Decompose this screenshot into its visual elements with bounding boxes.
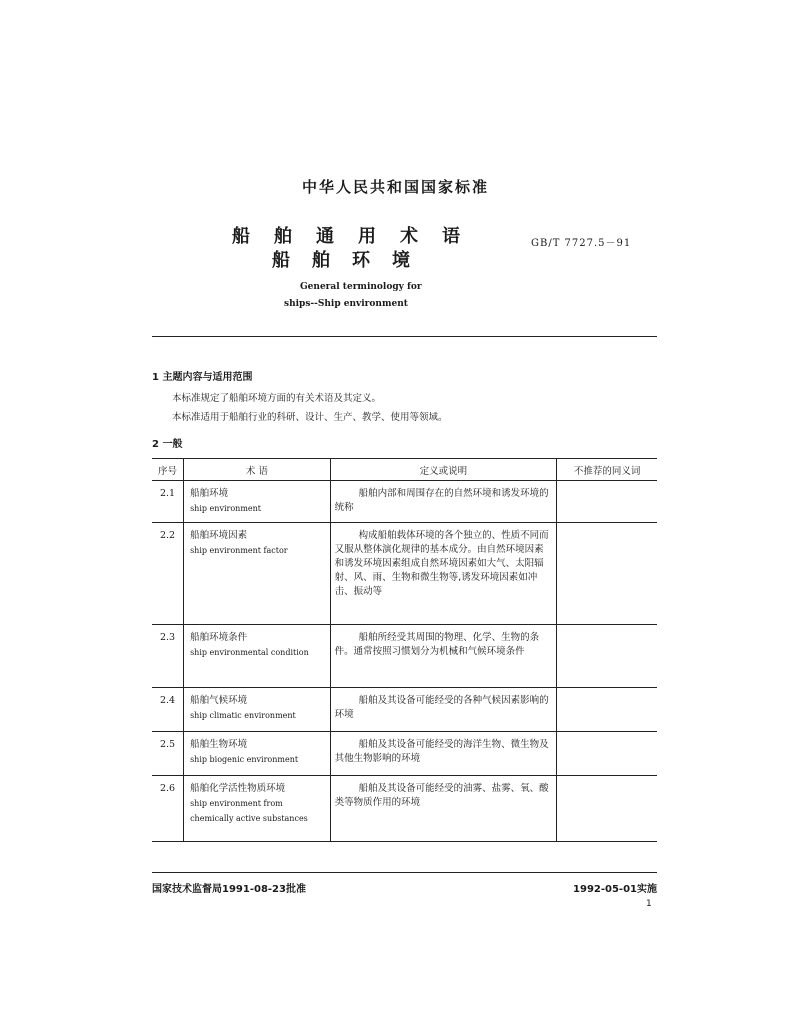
table-header-row bbox=[152, 459, 657, 481]
table-row bbox=[152, 776, 657, 842]
english-title-line2: ships--Ship environment bbox=[284, 299, 408, 309]
terms-table bbox=[152, 458, 657, 842]
row-definition bbox=[330, 688, 556, 732]
table-row bbox=[152, 732, 657, 776]
header-term: 术 语 bbox=[184, 459, 331, 481]
approval-date: 国家技术监督局1991-08-23批准 bbox=[152, 884, 306, 895]
row-no: 2.1 bbox=[152, 481, 184, 523]
header-no: 序号 bbox=[152, 459, 184, 481]
term-cn: 船舶环境 bbox=[190, 488, 229, 499]
term-en: ship climatic environment bbox=[190, 711, 296, 720]
table-row bbox=[152, 523, 657, 625]
row-no: 2.5 bbox=[152, 732, 184, 776]
header-divider bbox=[152, 336, 657, 337]
implementation-date: 1992-05-01实施 bbox=[573, 884, 657, 895]
definition-text: 构成船舶载体环境的各个独立的、性质不同而又服从整体演化规律的基本成分。由自然环境因素和诱发环境因素组成自然环境因素如大气、太阳辐射、风、雨、生物和微生物等,诱发环境因素如冲击、振动等 bbox=[334, 530, 549, 597]
term-cn: 船舶环境条件 bbox=[190, 632, 248, 643]
definition-text: 船舶及其设备可能经受的油雾、盐雾、氧、酸类等物质作用的环境 bbox=[334, 783, 549, 808]
section1-para2: 本标准适用于船舶行业的科研、设计、生产、教学、使用等领域。 bbox=[172, 412, 448, 423]
row-no: 2.6 bbox=[152, 776, 184, 842]
row-no: 2.2 bbox=[152, 523, 184, 625]
term-en: ship environmental condition bbox=[190, 648, 309, 657]
standard-title-line1: 船舶通用术语 bbox=[232, 226, 484, 247]
section1-para1: 本标准规定了船舶环境方面的有关术语及其定义。 bbox=[172, 393, 382, 404]
definition-text: 船舶内部和周围存在的自然环境和诱发环境的统称 bbox=[334, 488, 549, 513]
row-definition bbox=[330, 481, 556, 523]
definition-text: 船舶及其设备可能经受的各种气候因素影响的环境 bbox=[334, 695, 549, 720]
term-en: ship environment bbox=[190, 504, 262, 513]
term-en: ship environment factor bbox=[190, 546, 288, 555]
table-row bbox=[152, 688, 657, 732]
table-row bbox=[152, 481, 657, 523]
row-term bbox=[184, 776, 331, 842]
standard-code: GB/T 7727.5－91 bbox=[531, 238, 632, 249]
section2-heading: 2 一般 bbox=[152, 439, 183, 450]
definition-text: 船舶所经受其周围的物理、化学、生物的条件。通常按照习惯划分为机械和气候环境条件 bbox=[334, 632, 540, 657]
row-no: 2.4 bbox=[152, 688, 184, 732]
row-synonym bbox=[557, 688, 657, 732]
table-row bbox=[152, 625, 657, 688]
row-definition bbox=[330, 776, 556, 842]
definition-text: 船舶及其设备可能经受的海洋生物、微生物及其他生物影响的环境 bbox=[334, 739, 549, 764]
header-not-recommended: 不推荐的同义词 bbox=[557, 459, 657, 481]
row-term bbox=[184, 523, 331, 625]
section1-heading: 1 主题内容与适用范围 bbox=[152, 372, 253, 383]
footer-divider bbox=[152, 872, 657, 873]
row-synonym bbox=[557, 625, 657, 688]
term-cn: 船舶环境因素 bbox=[190, 530, 248, 541]
row-definition bbox=[330, 523, 556, 625]
header-definition: 定义或说明 bbox=[330, 459, 556, 481]
row-definition bbox=[330, 625, 556, 688]
row-term bbox=[184, 481, 331, 523]
row-no: 2.3 bbox=[152, 625, 184, 688]
row-term bbox=[184, 625, 331, 688]
term-cn: 船舶生物环境 bbox=[190, 739, 248, 750]
term-en: ship biogenic environment bbox=[190, 755, 299, 764]
row-term bbox=[184, 688, 331, 732]
row-synonym bbox=[557, 481, 657, 523]
row-synonym bbox=[557, 732, 657, 776]
issuer-title: 中华人民共和国国家标准 bbox=[301, 178, 489, 196]
row-synonym bbox=[557, 776, 657, 842]
term-cn: 船舶化学活性物质环境 bbox=[190, 783, 286, 794]
term-en: ship environment from chemically active substances bbox=[190, 799, 308, 823]
row-term bbox=[184, 732, 331, 776]
standard-title-line2: 船舶环境 bbox=[272, 250, 432, 271]
english-title-line1: General terminology for bbox=[300, 282, 422, 292]
row-definition bbox=[330, 732, 556, 776]
term-cn: 船舶气候环境 bbox=[190, 695, 248, 706]
row-synonym bbox=[557, 523, 657, 625]
page-number: 1 bbox=[646, 899, 652, 909]
